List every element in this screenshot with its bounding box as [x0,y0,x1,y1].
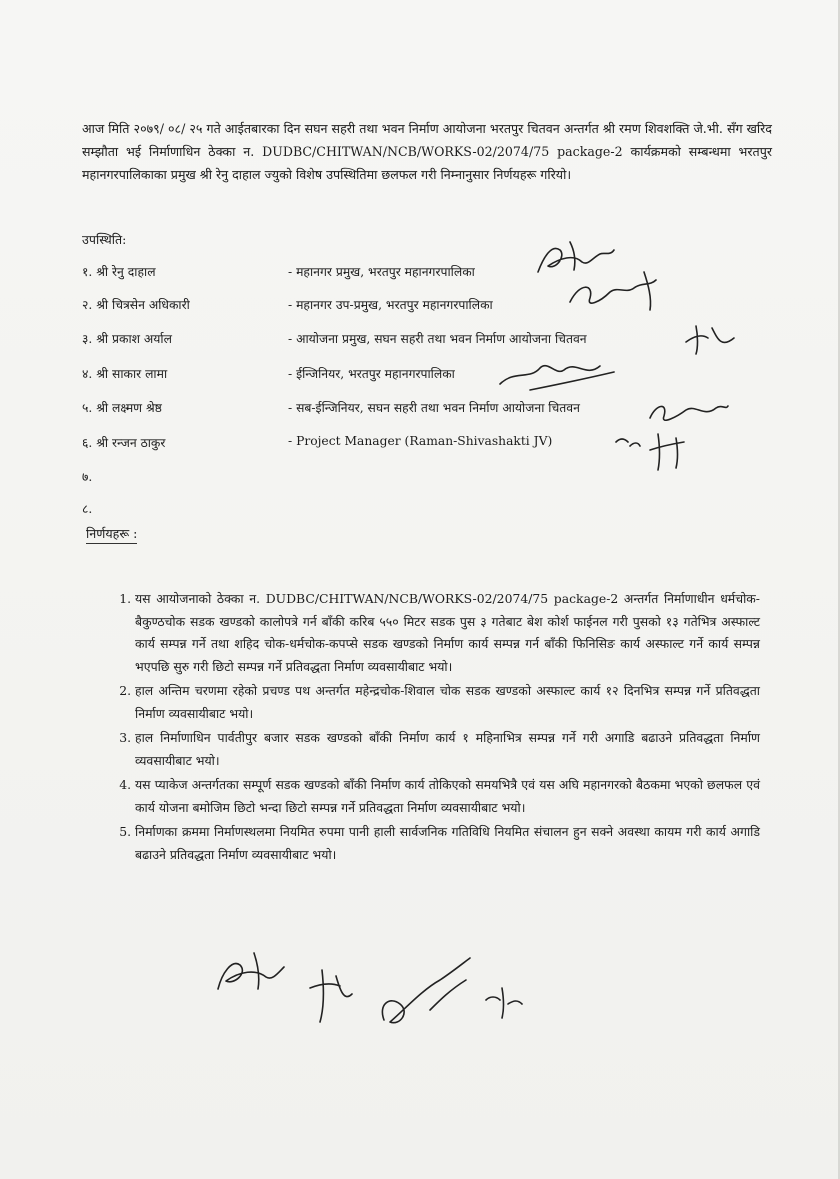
intro-paragraph: आज मिति २०७९/ ०८/ २५ गते आईतबारका दिन सघन सहरी तथा भवन निर्माण आयोजना भरतपुर चितवन अन्तर्गत श्री रमण शिवशक्ति जे.भी. सँग खरिद सम्झौता भई निर्माणाधिन ठेक्का न. DUDBC/CHITWAN/NCB/WORKS-02/2074/75 package-2 कार्यक्रमको सम्बन्धमा भरतपुर महानगरपालिकाका प्रमुख श्री रेनु दाहाल ज्युको विशेष उपस्थितिमा छलफल गरी निम्नानुसार निर्णयहरू गरियो। [82,120,772,182]
attendee-name: ३. श्री प्रकाश अर्याल [82,332,172,346]
signature-deputy-mayor [560,262,670,322]
attendee-name: ६. श्री रन्जन ठाकुर [82,436,166,450]
attendee-name: २. श्री चित्रसेन अधिकारी [82,298,190,312]
attendance-title: उपस्थिति: [82,232,127,247]
attendee-row [82,365,802,387]
attendee-name: ८. [82,502,93,516]
attendee-name: ५. श्री लक्ष्मण श्रेष्ठ [82,401,162,415]
attendee-name: १. श्री रेनु दाहाल [82,265,156,279]
attendee-row [82,296,802,318]
attendee-role: - महानगर प्रमुख, भरतपुर महानगरपालिका [288,265,475,279]
attendee-row [82,500,802,522]
signature-bottom-1 [210,945,290,1005]
decisions-title: निर्णयहरू : [86,525,137,544]
attendee-role: - Project Manager (Raman-Shivashakti JV) [288,434,553,448]
signature-project-manager [610,424,700,474]
decision-item: 2. हाल अन्तिम चरणमा रहेको प्रचण्ड पथ अन्तर्गत महेन्द्रचोक-शिवाल चोक सडक खण्डको अस्फाल्ट कार्य १२ दिनभित्र सम्पन्न गर्ने प्रतिवद्धता निर्माण व्यवसायीबाट भयो। [135,680,760,725]
decision-item: 5. निर्माणका क्रममा निर्माणस्थलमा नियमित रुपमा पानी हाली सार्वजनिक गतिविधि नियमित संचालन हुन सक्ने अवस्था कायम गरी कार्य अगाडि बढाउने प्रतिवद्धता निर्माण व्यवसायीबाट भयो। [135,821,760,866]
decision-item: 1. यस आयोजनाको ठेक्का न. DUDBC/CHITWAN/NCB/WORKS-02/2074/75 package-2 अन्तर्गत निर्माणाधीन धर्मचोक-बैकुण्ठचोक सडक खण्डको कालोपत्रे गर्न बाँकी करिब ५५० मिटर सडक पुस ३ गतेबाट बेश कोर्श फाईनल गरी पुसको १३ गतेभित्र अस्फाल्ट कार्य सम्पन्न गर्ने तथा शहिद चोक-धर्मचोक-कपप्से सडक खण्डको निर्माण कार्य सम्पन्न गर्न बाँकी फिनिसिङ कार्य अस्फाल्ट गर्ने कार्य सम्पन्न भएपछि सुरु गरी छिटो सम्पन्न गर्ने प्रतिवद्धता निर्माण व्यवसायीबाट भयो। [135,588,760,678]
attendee-role: - महानगर उप-प्रमुख, भरतपुर महानगरपालिका [288,298,493,312]
signature-bottom-3 [370,950,480,1040]
decision-item: 4. यस प्याकेज अन्तर्गतका सम्पूर्ण सडक खण्डको बाँकी निर्माण कार्य तोकिएको समयभित्रै एवं यस अघि महानगरको बैठकमा भएको छलफल एवं कार्य योजना बमोजिम छिटो भन्दा छिटो सम्पन्न गर्ने प्रतिवद्धता निर्माण व्यवसायीबाट भयो। [135,774,760,819]
signature-engineer [490,350,620,400]
attendee-role: - ईन्जिनियर, भरतपुर महानगरपालिका [288,367,455,381]
attendee-name: ७. [82,470,93,484]
attendee-role: - सब-ईन्जिनियर, सघन सहरी तथा भवन निर्माण आयोजना चितवन [288,401,580,415]
signature-project-chief [682,318,742,358]
signature-bottom-4 [478,982,528,1022]
signature-bottom-2 [300,958,360,1028]
attendee-name: ४. श्री साकार लामा [82,367,168,381]
attendee-role: - आयोजना प्रमुख, सघन सहरी तथा भवन निर्माण आयोजना चितवन [288,332,587,346]
decision-item: 3. हाल निर्माणाधिन पार्वतीपुर बजार सडक खण्डको बाँकी निर्माण कार्य १ महिनाभित्र सम्पन्न गर्ने गरी अगाडि बढाउने प्रतिवद्धता निर्माण व्यवसायीबाट भयो। [135,727,760,772]
decisions-list [110,588,760,868]
attendee-row [82,263,802,285]
